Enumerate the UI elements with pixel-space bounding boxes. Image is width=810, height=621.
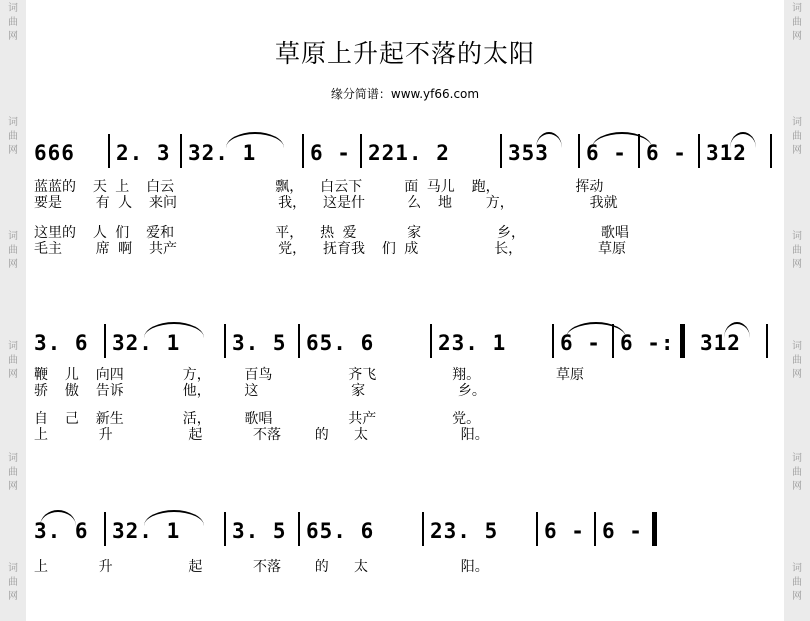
watermark-char: 网 (792, 591, 802, 602)
measure-notes: 353 (508, 141, 549, 165)
watermark-char: 曲 (792, 17, 802, 28)
watermark-char: 词 (8, 231, 18, 242)
barline (770, 134, 772, 168)
watermark-char: 曲 (792, 355, 802, 366)
score-sheet (26, 0, 784, 621)
lyrics-verse-1: 蓝蓝的 天 上 白云 飘， 白云下 面 马儿 跑， 挥动 (34, 179, 604, 195)
watermark-char: 曲 (792, 245, 802, 256)
slur (144, 322, 204, 338)
watermark-char: 网 (8, 591, 18, 602)
watermark-char: 网 (792, 31, 802, 42)
watermark-group (784, 340, 810, 382)
barline (578, 134, 580, 168)
measure-notes: 2. 3 (116, 141, 171, 165)
watermark-char: 网 (8, 369, 18, 380)
watermark-char: 词 (8, 341, 18, 352)
measure-notes: 6 - (586, 141, 627, 165)
measure-notes: 6 - (310, 141, 351, 165)
watermark-char: 网 (792, 369, 802, 380)
watermark-group (784, 2, 810, 44)
watermark-char: 曲 (8, 131, 18, 142)
watermark-char: 曲 (792, 131, 802, 142)
watermark-char: 网 (792, 481, 802, 492)
watermark-group (0, 340, 26, 382)
measure-notes: 23. 1 (438, 331, 507, 355)
barline (698, 134, 700, 168)
measure-notes: 23. 5 (430, 519, 499, 543)
measure-notes: 32. 1 (188, 141, 257, 165)
measure-notes: 3. 5 (232, 519, 287, 543)
barline (430, 324, 432, 358)
watermark-char: 词 (792, 341, 802, 352)
watermark-char: 词 (8, 563, 18, 574)
left-watermark-column (0, 0, 26, 621)
lyrics-verse-3: 这里的 人 们 爱和 平， 热 爱 家 乡， 歌唱 (34, 225, 629, 241)
barline (180, 134, 182, 168)
measure-notes: 6 - (560, 331, 601, 355)
watermark-group (784, 562, 810, 604)
slur (730, 132, 756, 148)
barline (224, 512, 226, 546)
measure-notes: 6 - (602, 519, 643, 543)
final-barline (652, 512, 657, 546)
watermark-char: 网 (792, 259, 802, 270)
barline (360, 134, 362, 168)
watermark-char: 词 (8, 117, 18, 128)
barline (638, 134, 640, 168)
lyrics-verse-3: 自 己 新生 活， 歌唱 共产 党。 (34, 411, 481, 427)
staff-system-2 (26, 322, 784, 362)
barline (552, 324, 554, 358)
measure-notes: 65. 6 (306, 519, 375, 543)
right-watermark-column (784, 0, 810, 621)
watermark-group (784, 230, 810, 272)
barline (594, 512, 596, 546)
watermark-group (784, 452, 810, 494)
lyrics-verse-1: 鞭 儿 向四 方， 百鸟 齐飞 翔。 草原 (34, 367, 585, 383)
lyrics-verse-4: 上 升 起 不落 的 太 阳。 (34, 427, 489, 443)
watermark-char: 词 (792, 231, 802, 242)
watermark-char: 词 (792, 453, 802, 464)
barline (298, 512, 300, 546)
watermark-group (0, 116, 26, 158)
watermark-char: 曲 (8, 355, 18, 366)
barline (224, 324, 226, 358)
barline (422, 512, 424, 546)
measure-notes: 6 - (646, 141, 687, 165)
barline (104, 324, 106, 358)
watermark-group (784, 116, 810, 158)
measure-notes: 312 (706, 141, 747, 165)
watermark-group (0, 562, 26, 604)
slur (536, 132, 562, 148)
repeat-barline (680, 324, 685, 358)
song-subtitle: 缘分简谱：www.yf66.com (330, 87, 480, 101)
barline (500, 134, 502, 168)
measure-notes: 6 -: (620, 331, 675, 355)
measure-notes: 65. 6 (306, 331, 375, 355)
watermark-char: 词 (792, 117, 802, 128)
watermark-char: 网 (8, 145, 18, 156)
watermark-char: 曲 (8, 17, 18, 28)
measure-notes: 32. 1 (112, 331, 181, 355)
slur (724, 322, 750, 338)
watermark-group (0, 2, 26, 44)
lyrics-verse-2: 要是 有 人 来问 我， 这是什 么 地 方， 我就 (34, 195, 618, 211)
measure-notes: 3. 5 (232, 331, 287, 355)
watermark-char: 网 (8, 31, 18, 42)
staff-system-3 (26, 510, 784, 550)
measure-notes: 312 (700, 331, 741, 355)
measure-notes: 666 (34, 141, 75, 165)
watermark-char: 词 (8, 3, 18, 14)
measure-notes: 6 - (544, 519, 585, 543)
slur (226, 132, 284, 148)
barline (298, 324, 300, 358)
watermark-char: 曲 (8, 245, 18, 256)
barline (104, 512, 106, 546)
watermark-group (0, 452, 26, 494)
song-title: 草原上升起不落的太阳 (274, 39, 535, 68)
staff-system-1 (26, 132, 784, 172)
watermark-char: 网 (792, 145, 802, 156)
barline (302, 134, 304, 168)
watermark-char: 曲 (8, 577, 18, 588)
watermark-char: 网 (8, 481, 18, 492)
watermark-char: 词 (792, 563, 802, 574)
measure-notes: 221. 2 (368, 141, 450, 165)
lyrics-verse-1: 上 升 起 不落 的 太 阳。 (34, 559, 489, 575)
watermark-char: 曲 (792, 467, 802, 478)
barline (766, 324, 768, 358)
measure-notes: 32. 1 (112, 519, 181, 543)
watermark-char: 曲 (8, 467, 18, 478)
watermark-char: 词 (792, 3, 802, 14)
barline (108, 134, 110, 168)
barline (536, 512, 538, 546)
watermark-char: 词 (8, 453, 18, 464)
measure-notes: 3. 6 (34, 331, 89, 355)
watermark-char: 曲 (792, 577, 802, 588)
slur (144, 510, 204, 526)
barline (612, 324, 614, 358)
lyrics-verse-4: 毛主 席 啊 共产 党， 抚育我 们 成 长， 草原 (34, 241, 627, 257)
watermark-group (0, 230, 26, 272)
measure-notes: 3. 6 (34, 519, 89, 543)
lyrics-verse-2: 骄 傲 告诉 他， 这 家 乡。 (34, 383, 486, 399)
watermark-char: 网 (8, 259, 18, 270)
